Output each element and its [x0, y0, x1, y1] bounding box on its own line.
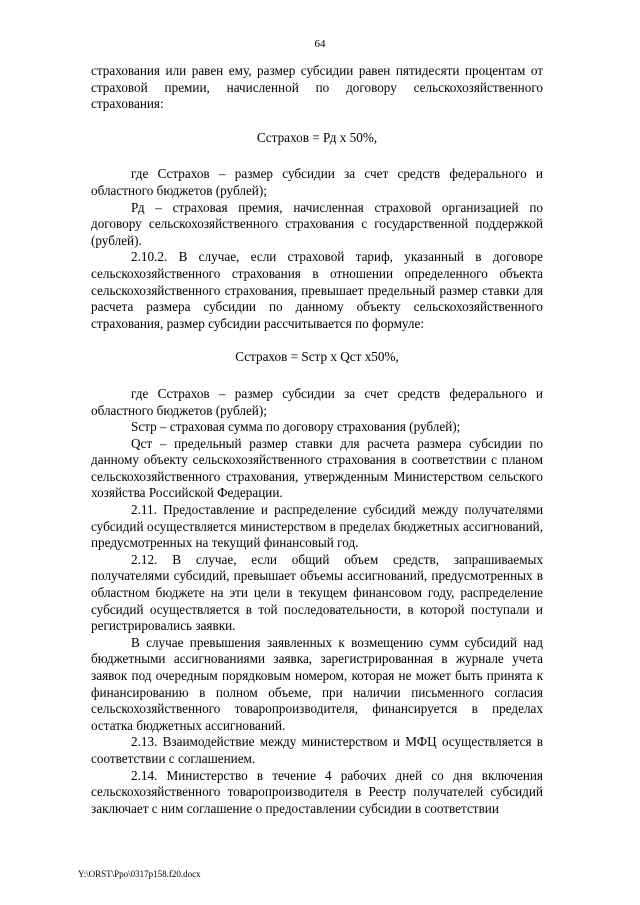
paragraph-definition-3: где Сстрахов – размер субсидии за счет средств федерального и областного бюджетов (рублей); — [91, 385, 543, 418]
paragraph-2-10-2: 2.10.2. В случае, если страховой тариф, указанный в договоре сельскохозяйственного страхования в отношении определенного объекта сельскохозяйственного страхования, превышает предельный размер ставки для расчета размера субсидии по данному объекту сельскохозяйственного страхования, размер субсидии рассчитывается по формуле: — [91, 249, 543, 331]
page-number: 64 — [314, 38, 326, 50]
paragraph-definition-4: Sстр – страховая сумма по договору страхования (рублей); — [131, 419, 461, 435]
document-body — [91, 63, 543, 817]
paragraph-continuation: страхования или равен ему, размер субсидии равен пятидесяти процентам от страховой премии, начисленной по договору сельскохозяйственного страхования: — [91, 63, 543, 112]
paragraph-2-14: 2.14. Министерство в течение 4 рабочих дней со дня включения сельскохозяйственного товаропроизводителя в Реестр получателей субсидий заключает с ним соглашение о предоставлении субсидии в соответствии — [91, 767, 543, 816]
paragraph-2-11: 2.11. Предоставление и распределение субсидий между получателями субсидий осуществляется министерством в пределах бюджетных ассигнований, предусмотренных на текущий финансовый год. — [91, 502, 543, 551]
paragraph-definition-1: где Сстрахов – размер субсидии за счет средств федерального и областного бюджетов (рублей); — [91, 166, 543, 198]
paragraph-definition-5: Qст – предельный размер ставки для расчета размера субсидии по данному объекту сельскохозяйственного страхования в соответствии с планом сельскохозяйственного страхования, утвержденным Министерством сельского хозяйства Российской Федерации. — [91, 435, 543, 501]
paragraph-2-12: 2.12. В случае, если общий объем средств, запрашиваемых получателями субсидий, превышает объемы ассигнований, предусмотренных в областном бюджете на эти цели в текущем финансовом году, распределение субсидий осуществляется в той последовательности, в которой поступали и регистрировались заявки. — [91, 551, 543, 634]
formula-2: Сстрахов = Sстр х Qст х50%, — [235, 349, 399, 365]
paragraph-definition-2: Рд – страховая премия, начисленная страховой организацией по договору сельскохозяйственного страхования с государственной поддержкой (рублей). — [91, 199, 543, 248]
paragraph-2-13: 2.13. Взаимодействие между министерством и МФЦ осуществляется в соответствии с соглашением. — [91, 734, 543, 766]
paragraph-2-12-cont: В случае превышения заявленных к возмещению сумм субсидий над бюджетными ассигнованиями заявка, зарегистрированная в журнале учета заявок под очередным порядковым номером, которая не может быть принята к финансированию в полном объеме, при наличии письменного согласия сельскохозяйственного товаропроизводителя, финансируется в пределах остатка бюджетных ассигнований. — [91, 634, 543, 733]
file-path-footer: Y:\ORST\Ppo\0317p158.f20.docx — [78, 869, 201, 879]
formula-1: Сстрахов = Рд х 50%, — [256, 129, 378, 145]
